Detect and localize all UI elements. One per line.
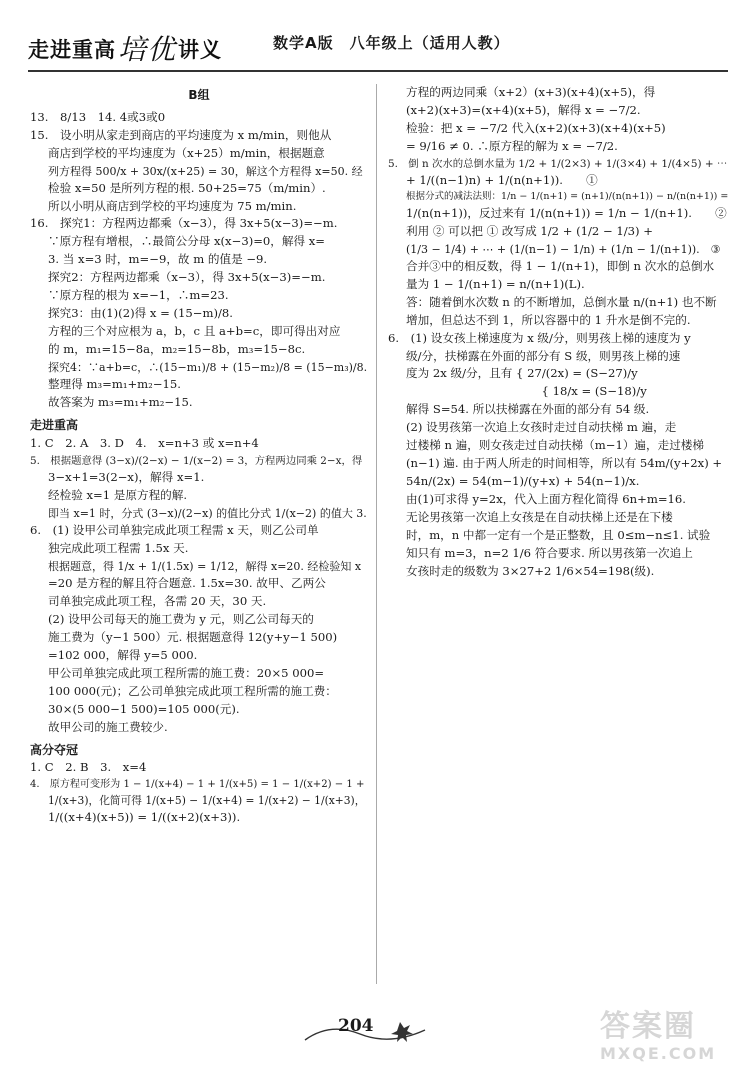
- left-text-line: 商店到学校的平均速度为（x+25）m/min，根据题意: [48, 145, 325, 160]
- left-text-line: 即当 x=1 时，分式 (3−x)/(2−x) 的值比分式 1/(x−2) 的值大 3.: [48, 506, 367, 520]
- right-text-line: 54n/(2x) = 54(m−1)/(y+x) + 54(n−1)/x.: [406, 474, 640, 489]
- left-text-line: 6. (1) 设甲公司单独完成此项工程需 x 天，则乙公司单: [30, 522, 319, 537]
- watermark-text-b: MXQE.COM: [600, 1044, 717, 1063]
- right-text-line: 量为 1 − 1/(n+1) = n/(n+1)(L).: [406, 276, 585, 291]
- watermark: [600, 1010, 716, 1063]
- book-logo: [28, 26, 222, 66]
- left-text-line: 甲公司单独完成此项工程所需的施工费：20×5 000=: [48, 665, 325, 680]
- left-text-line: 1/(x+3)，化简可得 1/(x+5) − 1/(x+4) = 1/(x+2) − 1/(x+3)，: [48, 793, 366, 807]
- column-divider: [376, 84, 377, 984]
- left-text-line: 走进重高: [30, 418, 79, 433]
- left-text-line: 故答案为 m₃=m₁+m₂−15.: [48, 395, 193, 410]
- right-column: [388, 84, 728, 581]
- right-text-line: 女孩时走的级数为 3×27+2 1/6×54=198(级).: [406, 564, 655, 579]
- left-text-line: B组: [188, 88, 210, 102]
- right-text-line: 由(1)可求得 y=2x，代入上面方程化简得 6n+m=16.: [406, 492, 686, 507]
- left-text-line: 5. 根据题意得 (3−x)/(2−x) − 1/(x−2) = 3，方程两边同乘 2−x，得: [30, 454, 363, 467]
- right-text-line: (x+2)(x+3)=(x+4)(x+5)，解得 x = −7/2.: [406, 102, 641, 117]
- right-text-line: 检验：把 x = −7/2 代入(x+2)(x+3)(x+4)(x+5): [406, 120, 666, 135]
- right-text-line: 利用 ② 可以把 ① 改写成 1/2 + (1/2 − 1/3) +: [406, 223, 653, 238]
- left-text-line: 司单独完成此项工程，各需 20 天，30 天.: [48, 593, 267, 608]
- left-text-line: 1/((x+4)(x+5)) = 1/((x+2)(x+3)).: [48, 810, 241, 825]
- left-column: [30, 84, 368, 827]
- left-text-line: 的 m，m₁=15−8a，m₂=15−8b，m₃=15−8c.: [48, 342, 306, 357]
- brand-text-b: 讲义: [178, 38, 223, 62]
- left-text-line: 整理得 m₃=m₁+m₂−15.: [48, 377, 181, 392]
- left-text-line: 方程的三个对应根为 a，b，c 且 a+b=c，即可得出对应: [48, 324, 341, 339]
- left-text-line: 15. 设小明从家走到商店的平均速度为 x m/min，则他从: [30, 127, 332, 142]
- header-rule: [28, 70, 728, 72]
- page-footer: [0, 1009, 750, 1063]
- left-text-line: 探究3：由(1)(2)得 x = (15−m)/8.: [48, 306, 233, 321]
- right-text-line: 1/(n(n+1))，反过来有 1/(n(n+1)) = 1/n − 1/(n+1). ②: [406, 205, 727, 220]
- left-text-line: (2) 设甲公司每天的施工费为 y 元，则乙公司每天的: [48, 611, 314, 626]
- left-text-line: 所以小明从商店到学校的平均速度为 75 m/min.: [48, 198, 297, 213]
- right-text-line: = 9/16 ≠ 0. ∴原方程的解为 x = −7/2.: [406, 138, 618, 153]
- left-text-line: 16. 探究1：方程两边都乘（x−3），得 3x+5(x−3)=−m.: [30, 216, 338, 231]
- right-text-line: 时，m，n 中都一定有一个是正整数，且 0≤m−n≤1. 试验: [406, 528, 711, 543]
- brand-script-text: 培优: [118, 33, 177, 66]
- left-text-line: 13. 8/13 14. 4或3或0: [30, 109, 166, 124]
- left-text-line: =20 是方程的解且符合题意. 1.5x=30. 故甲、乙两公: [48, 575, 326, 590]
- left-text-line: 高分夺冠: [30, 742, 79, 757]
- left-text-line: 故甲公司的施工费较少.: [48, 719, 168, 734]
- brand-text-a: 走进重高: [28, 38, 116, 62]
- left-text-line: 探究2：方程两边都乘（x−3），得 3x+5(x−3)=−m.: [48, 270, 326, 285]
- left-text-line: 列方程得 500/x + 30x/(x+25) = 30，解这个方程得 x=50. 经: [48, 164, 363, 178]
- right-text-line: 过楼梯 n 遍，则女孩走过自动扶梯（m−1）遍，走过楼梯: [406, 438, 704, 453]
- left-text-line: 施工费为（y−1 500）元. 根据题意得 12(y+y−1 500): [48, 629, 338, 644]
- right-text-line: 增加，但总达不到 1，所以容器中的 1 升水是倒不完的.: [406, 312, 691, 327]
- left-text-line: 3−x+1=3(2−x)，解得 x=1.: [48, 469, 205, 484]
- right-text-line: 级/分，扶梯露在外面的部分有 S 级，则男孩上梯的速: [406, 348, 681, 363]
- left-text-line: 3. 当 x=3 时，m=−9，故 m 的值是 −9.: [48, 252, 268, 267]
- left-text-line: 100 000(元)；乙公司单独完成此项工程所需的施工费：: [48, 683, 337, 698]
- right-text-line: (1/3 − 1/4) + ⋯ + (1/(n−1) − 1/n) + (1/n − 1/(n+1)). ③: [406, 242, 721, 256]
- right-text-line: 合并③中的相反数，得 1 − 1/(n+1)，即倒 n 次水的总倒水: [406, 258, 715, 273]
- right-text-line: (n−1) 遍. 由于两人所走的时间相等，所以有 54m/(y+2x) +: [406, 456, 723, 471]
- left-text-line: 探究4：∵a+b=c，∴(15−m₁)/8 + (15−m₂)/8 = (15−m₃)/8.: [48, 361, 368, 375]
- left-text-line: 30×(5 000−1 500)=105 000(元).: [48, 701, 240, 716]
- left-text-line: 根据题意，得 1/x + 1/(1.5x) = 1/12，解得 x=20. 经检验知 x: [48, 559, 362, 573]
- left-text-line: 1. C 2. B 3. x=4: [30, 760, 147, 775]
- right-text-line: 方程的两边同乘（x+2）(x+3)(x+4)(x+5)，得: [406, 85, 656, 99]
- right-text-line: 解得 S=54. 所以扶梯露在外面的部分有 54 级.: [406, 402, 650, 417]
- page-number: 204: [338, 1016, 374, 1036]
- series-title: 数学A版 八年级上（适用人教）: [273, 34, 510, 52]
- left-text-line: 独完成此项工程需 1.5x 天.: [48, 540, 189, 555]
- right-text-line: 知只有 m=3，n=2 1/6 符合要求. 所以男孩第一次追上: [406, 546, 693, 561]
- right-text-line: + 1/((n−1)n) + 1/(n(n+1)). ①: [406, 173, 598, 187]
- watermark-text-a: 答案圈: [600, 1009, 696, 1044]
- left-text-line: =102 000，解得 y=5 000.: [48, 647, 198, 662]
- right-text-line: 5. 倒 n 次水的总倒水量为 1/2 + 1/(2×3) + 1/(3×4) + 1/(4×5) + ⋯: [388, 157, 728, 170]
- left-text-line: ∵原方程的根为 x=−1，∴m=23.: [48, 288, 229, 303]
- right-text-line: 根据分式的减法法则：1/n − 1/(n+1) = (n+1)/(n(n+1)) − n/(n(n+1)) =: [406, 190, 728, 202]
- right-text-line: 无论男孩第一次追上女孩是在自动扶梯上还是在下楼: [406, 510, 673, 525]
- left-text-line: 经检验 x=1 是原方程的解.: [48, 487, 188, 502]
- right-text-line: 答：随着倒水次数 n 的不断增加，总倒水量 n/(n+1) 也不断: [406, 294, 717, 309]
- right-text-line: 6. (1) 设女孩上梯速度为 x 级/分，则男孩上梯的速度为 y: [388, 330, 691, 345]
- left-text-line: 检验 x=50 是所列方程的根. 50+25=75（m/min）.: [48, 180, 326, 195]
- right-text-line: 度为 2x 级/分，且有 { 27/(2x) = (S−27)/y: [406, 366, 638, 381]
- right-text-line: (2) 设男孩第一次追上女孩时走过自动扶梯 m 遍，走: [406, 420, 677, 435]
- left-text-line: 4. 原方程可变形为 1 − 1/(x+4) − 1 + 1/(x+5) = 1 − 1/(x+2) − 1 +: [30, 779, 365, 791]
- left-text-line: ∵原方程有增根，∴最简公分母 x(x−3)=0，解得 x=: [48, 234, 326, 249]
- right-text-line: { 18/x = (S−18)/y: [414, 384, 647, 399]
- left-text-line: 1. C 2. A 3. D 4. x=n+3 或 x=n+4: [30, 435, 259, 450]
- page-header: [28, 22, 728, 64]
